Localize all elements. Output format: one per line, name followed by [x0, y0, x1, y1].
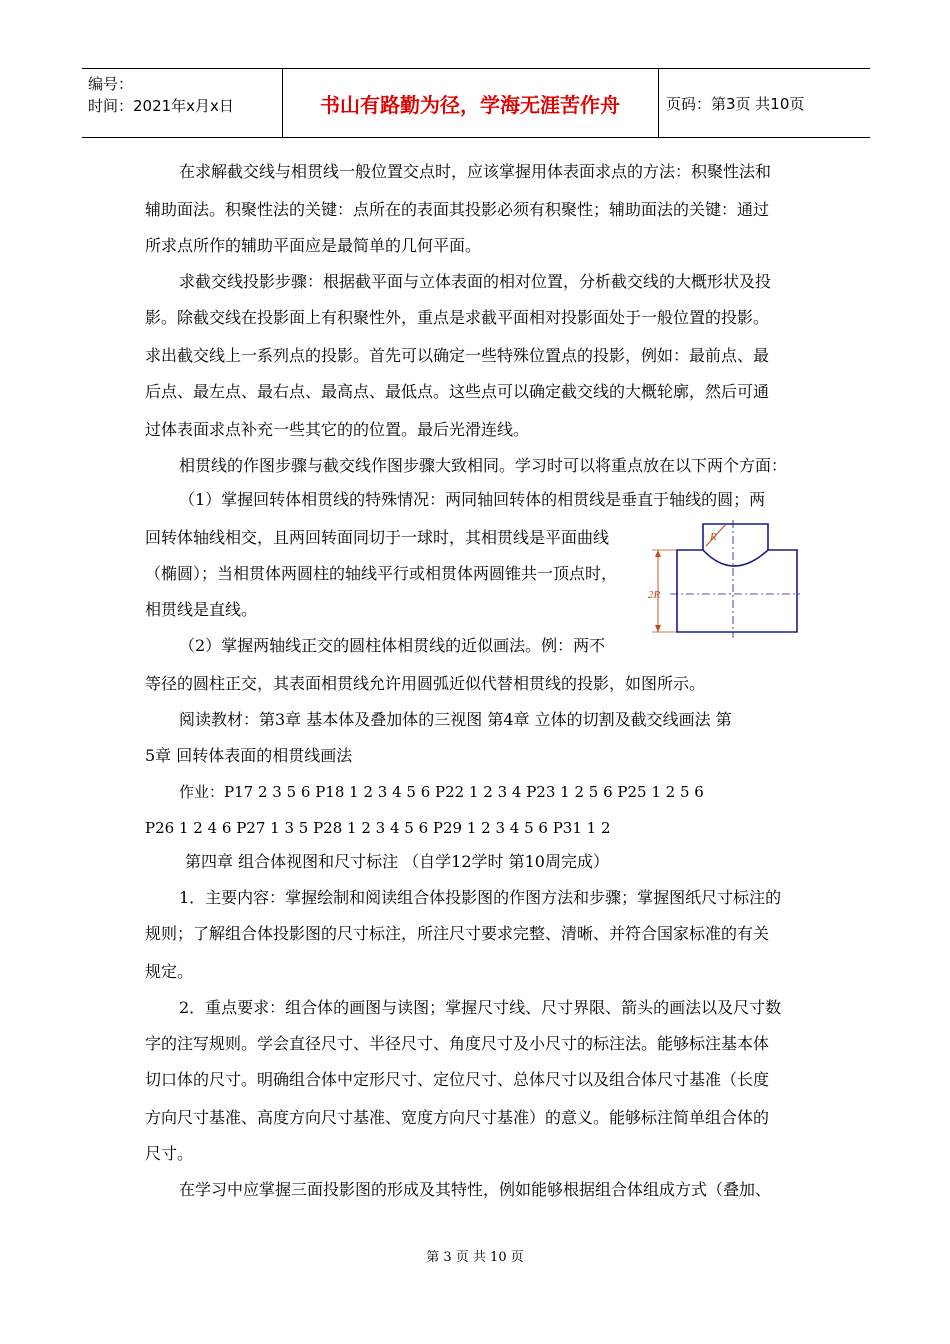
paragraph-line: 求截交线投影步骤：根据截平面与立体表面的相对位置，分析截交线的大概形状及投 — [179, 272, 772, 291]
document-number: 编号： — [88, 75, 134, 93]
paragraph-line: 方向尺寸基准、高度方向尺寸基准、宽度方向尺寸基准）的意义。能够标注简单组合体的 — [145, 1108, 770, 1127]
figure-outline — [677, 524, 797, 632]
paragraph-line: 求出截交线上一系列点的投影。首先可以确定一些特殊位置点的投影，例如：最前点、最 — [145, 346, 770, 365]
paragraph-line: 影。除截交线在投影面上有积聚性外，重点是求截平面相对投影面处于一般位置的投影。 — [145, 308, 770, 327]
paragraph-line: 规定。 — [145, 962, 194, 981]
paragraph-line: （2）掌握两轴线正交的圆柱体相贯线的近似画法。例：两不 — [179, 636, 606, 655]
page-header — [82, 68, 870, 138]
paragraph-line: 所求点所作的辅助平面应是最简单的几何平面。 — [145, 236, 482, 255]
header-divider — [658, 69, 659, 137]
paragraph-line: 在求解截交线与相贯线一般位置交点时，应该掌握用体表面求点的方法：积聚性法和 — [179, 162, 772, 181]
paragraph-line: 相贯线是直线。 — [145, 600, 258, 619]
header-motto: 书山有路勤为径，学海无涯苦作舟 — [320, 92, 620, 117]
paragraph-line: 过体表面求点补充一些其它的的位置。最后光滑连线。 — [145, 420, 530, 439]
paragraph-line: 辅助面法。积聚性法的关键：点所在的表面其投影必须有积聚性；辅助面法的关键：通过 — [145, 200, 770, 219]
paragraph-line: 阅读教材：第3章 基本体及叠加体的三视图 第4章 立体的切割及截交线画法 第 — [179, 710, 732, 729]
page-footer: 第 3 页 共 10 页 — [426, 1250, 524, 1265]
paragraph-line: （1）掌握回转体相贯线的特殊情况：两同轴回转体的相贯线是垂直于轴线的圆；两 — [179, 490, 766, 509]
diameter-label: 2R — [648, 589, 661, 601]
arrow-down-icon — [655, 625, 661, 632]
header-meta — [88, 73, 234, 117]
paragraph-line: 规则；了解组合体投影图的尺寸标注，所注尺寸要求完整、清晰、并符合国家标准的有关 — [145, 924, 770, 943]
arrow-up-icon — [655, 550, 661, 557]
cylinder-intersection-figure — [640, 520, 800, 644]
intersection-arc — [703, 550, 768, 566]
chapter-heading: 第四章 组合体视图和尺寸标注 （自学12学时 第10周完成） — [185, 852, 609, 871]
radius-label: R — [710, 531, 717, 543]
homework-line: 作业：P17 2 3 5 6 P18 1 2 3 4 5 6 P22 1 2 3 4 P23 1 2 5 6 P25 1 2 5 6 — [179, 783, 704, 801]
paragraph-line: 后点、最左点、最右点、最高点、最低点。这些点可以确定截交线的大概轮廓，然后可通 — [145, 382, 770, 401]
homework-line: P26 1 2 4 6 P27 1 3 5 P28 1 2 3 4 5 6 P29 1 2 3 4 5 6 P31 1 2 — [145, 819, 611, 837]
paragraph-line: 尺寸。 — [145, 1144, 194, 1163]
figure-drawing — [640, 520, 800, 640]
paragraph-line: 等径的圆柱正交，其表面相贯线允许用圆弧近似代替相贯线的投影，如图所示。 — [145, 674, 706, 693]
paragraph-line: 1．主要内容：掌握绘制和阅读组合体投影图的作图方法和步骤；掌握图纸尺寸标注的 — [179, 888, 782, 907]
header-page-info: 页码：第3页 共10页 — [666, 94, 805, 113]
paragraph-line: （椭圆）；当相贯体两圆柱的轴线平行或相贯体两圆锥共一顶点时， — [145, 564, 618, 583]
paragraph-line: 2．重点要求：组合体的画图与读图；掌握尺寸线、尺寸界限、箭头的画法以及尺寸数 — [179, 998, 782, 1017]
paragraph-line: 切口体的尺寸。明确组合体中定形尺寸、定位尺寸、总体尺寸以及组合体尺寸基准（长度 — [145, 1070, 770, 1089]
paragraph-line: 字的注写规则。学会直径尺寸、半径尺寸、角度尺寸及小尺寸的标注法。能够标注基本体 — [145, 1034, 770, 1053]
paragraph-line: 5章 回转体表面的相贯线画法 — [145, 746, 353, 765]
paragraph-line: 相贯线的作图步骤与截交线作图步骤大致相同。学习时可以将重点放在以下两个方面： — [179, 456, 788, 475]
document-date: 时间：2021年x月x日 — [88, 97, 234, 115]
paragraph-line: 在学习中应掌握三面投影图的形成及其特性，例如能够根据组合体组成方式（叠加、 — [179, 1180, 772, 1199]
paragraph-line: 回转体轴线相交，且两回转面同切于一球时，其相贯线是平面曲线 — [145, 528, 610, 547]
